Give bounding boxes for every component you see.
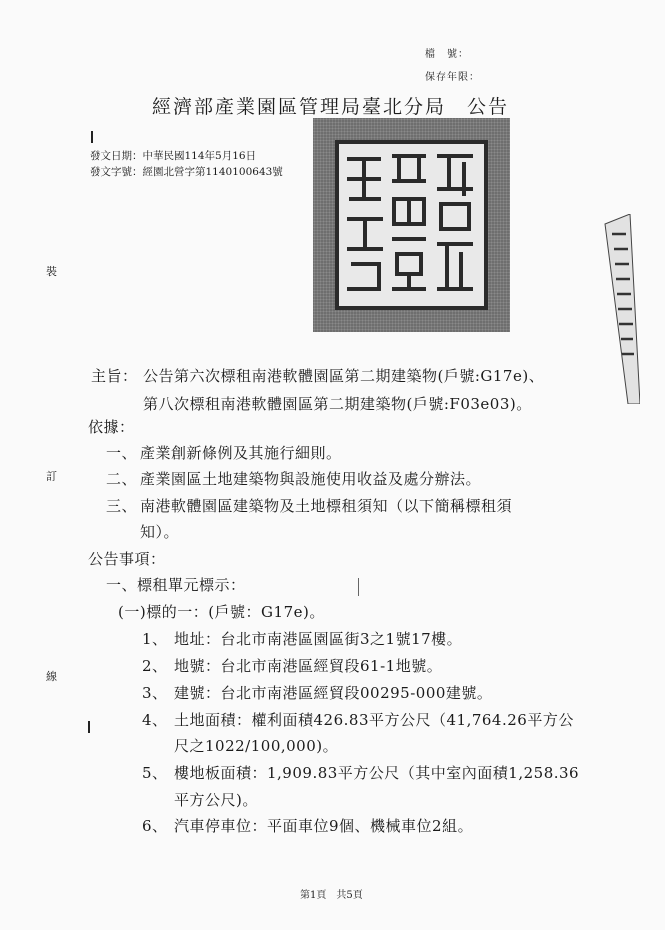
basis-item-continuation: 知）。 <box>140 523 180 541</box>
notice-subsection-1: (一)標的一：(戶號：G17e)。 <box>118 603 325 621</box>
page-indicator: 第1頁 共5頁 <box>300 890 363 901</box>
notice-item-text: 地號：台北市南港區經貿段61-1地號。 <box>174 657 443 675</box>
seal-frame <box>335 140 488 310</box>
issue-date: 發文日期：中華民國114年5月16日 <box>90 150 257 162</box>
seal-pattern-icon <box>339 144 484 306</box>
notice-item-continuation: 平方公尺)。 <box>174 791 258 809</box>
issue-number: 發文字號：經園北營字第1140100643號 <box>90 166 283 178</box>
scan-mark <box>88 721 90 733</box>
subject-line-2: 第八次標租南港軟體園區第二期建築物(戶號:F03e03)。 <box>143 395 532 413</box>
official-seal <box>313 118 510 332</box>
scan-mark <box>358 578 359 596</box>
notice-item-num: 3、 <box>142 684 168 702</box>
basis-item-num: 一、 <box>106 444 138 462</box>
basis-label: 依據： <box>88 418 135 436</box>
subject-label: 主旨： <box>91 367 138 385</box>
notice-item-num: 6、 <box>142 817 168 835</box>
notice-item-text: 地址：台北市南港區園區街3之1號17樓。 <box>174 630 463 648</box>
binding-char-zhuang: 裝 <box>46 265 57 278</box>
notice-item-text: 土地面積：權利面積426.83平方公尺（41,764.26平方公 <box>174 711 574 729</box>
notice-item-num: 1、 <box>142 630 168 648</box>
notice-item-text: 建號：台北市南港區經貿段00295-000建號。 <box>174 684 493 702</box>
notice-item-num: 2、 <box>142 657 168 675</box>
notice-label: 公告事項： <box>88 550 166 568</box>
subject-line-1: 公告第六次標租南港軟體園區第二期建築物(戶號:G17e)、 <box>143 367 545 385</box>
binding-char-ding: 訂 <box>46 470 57 483</box>
notice-item-num: 5、 <box>142 764 168 782</box>
notice-item-num: 4、 <box>142 711 168 729</box>
basis-item-num: 三、 <box>106 497 138 515</box>
basis-item-num: 二、 <box>106 470 138 488</box>
binding-char-xian: 線 <box>46 670 57 683</box>
notice-section-1: 一、標租單元標示： <box>106 576 246 594</box>
notice-item-text: 汽車停車位：平面車位9個、機械車位2組。 <box>174 817 474 835</box>
scan-mark <box>91 131 93 143</box>
notice-item-text: 樓地板面積：1,909.83平方公尺（其中室內面積1,258.36 <box>174 764 580 782</box>
page-title: 經濟部產業園區管理局臺北分局 公告 <box>152 96 510 118</box>
basis-item-text: 南港軟體園區建築物及土地標租須知（以下簡稱標租須 <box>140 497 513 515</box>
adjacent-seal-fragment <box>600 214 640 404</box>
retention-period-label: 保存年限： <box>425 72 480 83</box>
file-number-label: 檔 號： <box>425 49 469 60</box>
basis-item-text: 產業創新條例及其施行細則。 <box>140 444 342 462</box>
notice-item-continuation: 尺之1022/100,000)。 <box>174 737 339 755</box>
basis-item-text: 產業園區土地建築物與設施使用收益及處分辦法。 <box>140 470 482 488</box>
